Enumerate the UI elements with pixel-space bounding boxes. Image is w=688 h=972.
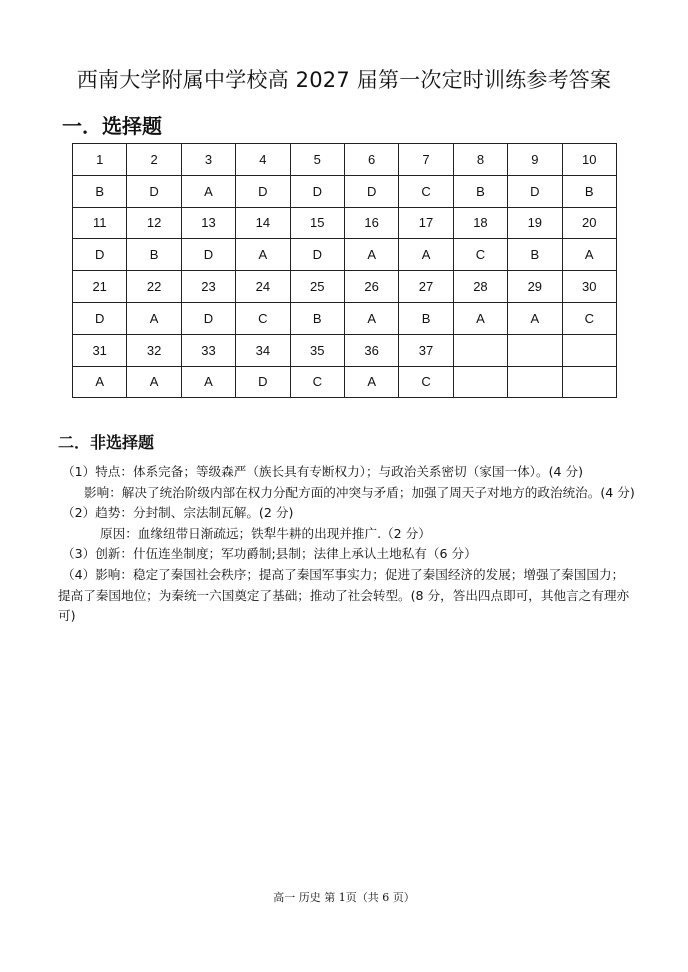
table-cell (562, 334, 616, 366)
answer-line: （3）创新：什伍连坐制度；军功爵制;县制；法律上承认土地私有（6 分） (62, 546, 477, 562)
table-cell: A (181, 175, 235, 207)
table-cell: C (399, 366, 453, 398)
table-row (73, 239, 617, 271)
table-cell: A (562, 239, 616, 271)
answer-table (72, 143, 617, 398)
answer-line: 影响：解决了统治阶级内部在权力分配方面的冲突与矛盾；加强了周天子对地方的政治统治。(4 分) (84, 484, 635, 500)
section-2-heading: 二．非选择题 (58, 433, 155, 452)
table-cell: A (73, 366, 127, 398)
answer-text-block (58, 462, 636, 627)
table-cell: A (453, 302, 507, 334)
table-cell: D (127, 175, 181, 207)
table-cell: 36 (344, 334, 398, 366)
table-cell: A (399, 239, 453, 271)
table-cell: C (562, 302, 616, 334)
table-cell: C (236, 302, 290, 334)
table-cell: 15 (290, 207, 344, 239)
answer-line: 原因：血缘纽带日渐疏远；铁犁牛耕的出现并推广.（2 分） (100, 525, 431, 541)
table-cell: 11 (73, 207, 127, 239)
table-cell: A (344, 302, 398, 334)
table-cell: A (344, 239, 398, 271)
table-cell: 33 (181, 334, 235, 366)
table-cell: 35 (290, 334, 344, 366)
table-cell: D (508, 175, 562, 207)
table-cell: C (399, 175, 453, 207)
table-cell: 21 (73, 271, 127, 303)
table-cell: B (73, 175, 127, 207)
table-cell: D (181, 302, 235, 334)
table-cell: 3 (181, 144, 235, 176)
table-cell: 12 (127, 207, 181, 239)
table-cell: D (73, 302, 127, 334)
table-cell: A (344, 366, 398, 398)
table-row (73, 271, 617, 303)
table-cell: 32 (127, 334, 181, 366)
table-cell: 25 (290, 271, 344, 303)
table-cell: A (127, 366, 181, 398)
table-row (73, 302, 617, 334)
table-cell: 26 (344, 271, 398, 303)
table-cell: 7 (399, 144, 453, 176)
table-cell: 8 (453, 144, 507, 176)
table-cell (508, 334, 562, 366)
table-cell: 31 (73, 334, 127, 366)
table-cell: A (236, 239, 290, 271)
table-cell: A (508, 302, 562, 334)
table-cell: A (127, 302, 181, 334)
table-cell (562, 366, 616, 398)
table-cell: 5 (290, 144, 344, 176)
answer-line: （1）特点：体系完备；等级森严（族长具有专断权力）；与政治关系密切（家国一体）。(4 分) (62, 464, 584, 479)
table-cell: 23 (181, 271, 235, 303)
table-cell: 17 (399, 207, 453, 239)
table-cell: D (236, 175, 290, 207)
table-cell: B (290, 302, 344, 334)
table-cell: 10 (562, 144, 616, 176)
table-cell: 9 (508, 144, 562, 176)
table-cell: B (508, 239, 562, 271)
table-cell: 6 (344, 144, 398, 176)
table-row (73, 207, 617, 239)
table-cell: 18 (453, 207, 507, 239)
table-cell: B (562, 175, 616, 207)
table-row (73, 175, 617, 207)
table-cell: D (290, 175, 344, 207)
table-cell: 13 (181, 207, 235, 239)
table-cell (508, 366, 562, 398)
table-cell: D (73, 239, 127, 271)
table-cell (453, 334, 507, 366)
document-title: 西南大学附属中学校高 2027 届第一次定时训练参考答案 (76, 68, 612, 92)
table-cell: D (344, 175, 398, 207)
table-cell: 28 (453, 271, 507, 303)
table-cell: B (453, 175, 507, 207)
table-row (73, 144, 617, 176)
page-footer: 高一 历史 第 1页（共 6 页） (273, 891, 415, 904)
table-cell: 20 (562, 207, 616, 239)
table-cell: 27 (399, 271, 453, 303)
table-cell: C (290, 366, 344, 398)
table-row (73, 366, 617, 398)
table-cell: 2 (127, 144, 181, 176)
table-cell: 37 (399, 334, 453, 366)
table-cell: B (127, 239, 181, 271)
table-cell: 4 (236, 144, 290, 176)
table-cell: 30 (562, 271, 616, 303)
table-cell: C (453, 239, 507, 271)
table-cell: 19 (508, 207, 562, 239)
table-cell: D (236, 366, 290, 398)
table-cell: 24 (236, 271, 290, 303)
table-cell: 22 (127, 271, 181, 303)
answer-line: （2）趋势：分封制、宗法制瓦解。(2 分) (62, 505, 294, 521)
answer-line: （4）影响：稳定了秦国社会秩序；提高了秦国军事实力；促进了秦国经济的发展；增强了秦国国力；提高了秦国地位；为秦统一六国奠定了基础；推动了社会转型。(8 分，答出四点即可，其他言之有理亦可) (58, 566, 630, 624)
section-1-heading: 一．选择题 (62, 114, 162, 138)
table-row (73, 334, 617, 366)
table-cell: 1 (73, 144, 127, 176)
table-cell: 29 (508, 271, 562, 303)
table-cell: B (399, 302, 453, 334)
table-cell: 16 (344, 207, 398, 239)
table-cell: D (290, 239, 344, 271)
table-cell: 34 (236, 334, 290, 366)
table-cell: D (181, 239, 235, 271)
table-cell: A (181, 366, 235, 398)
table-cell (453, 366, 507, 398)
table-cell: 14 (236, 207, 290, 239)
